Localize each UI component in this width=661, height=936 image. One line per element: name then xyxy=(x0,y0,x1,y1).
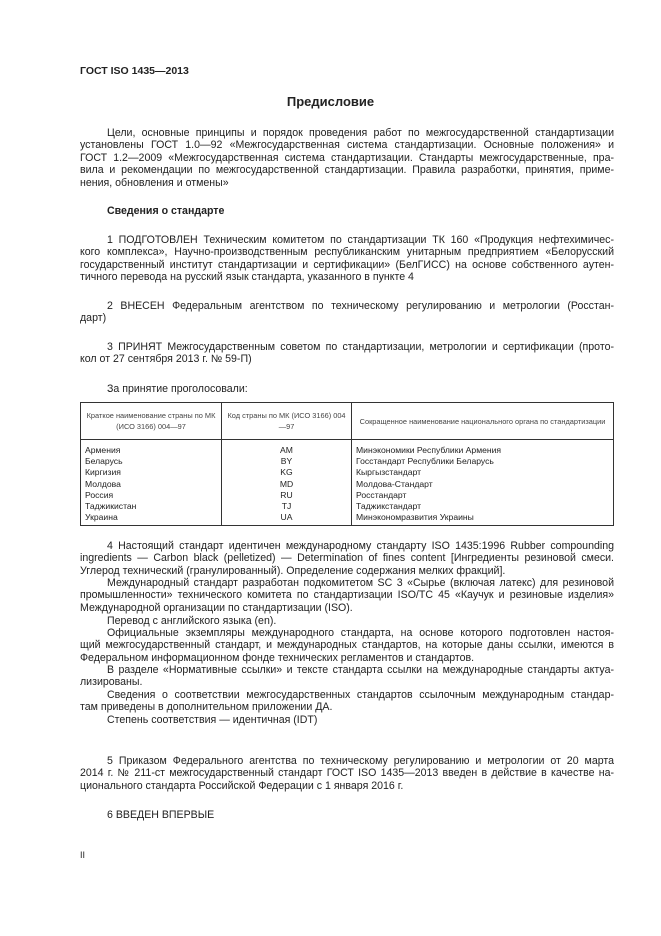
cell-code: KG xyxy=(222,467,352,478)
table-row xyxy=(81,456,614,467)
table-row xyxy=(81,479,614,490)
cell-country: Украина xyxy=(81,512,222,526)
page-title: Предисловие xyxy=(286,94,375,109)
cell-code: RU xyxy=(222,490,352,501)
cell-code: BY xyxy=(222,456,352,467)
intro-line: установлены ГОСТ 1.0—92 «Межгосударственная система стандартизации. Основные положения» и xyxy=(80,139,614,152)
item4e-line: В разделе «Нормативные ссылки» и тексте стандарта ссылки на международные стандарты актуа- xyxy=(107,664,614,676)
item1-line: кого комплекса», Научно-производственным республиканским унитарным предприятием «Белорусский xyxy=(80,246,614,259)
table-header-body: Сокращенное наименование национального органа по стандартизации xyxy=(352,403,614,440)
item4-line: Углерод технический (гранулированный). Определение содержания мелких фракций]. xyxy=(80,564,506,577)
cell-body: Таджикстандарт xyxy=(352,501,614,512)
cell-body: Росстандарт xyxy=(352,490,614,501)
table-row xyxy=(81,467,614,478)
cell-body: Молдова-Стандарт xyxy=(352,479,614,490)
table-row xyxy=(81,512,614,526)
table-header-row xyxy=(81,403,614,440)
cell-country: Беларусь xyxy=(81,456,222,467)
intro-line: нения, обновления и отмены» xyxy=(80,176,229,189)
item4d-line: Федеральном информационном фонде технических регламентов и стандартов. xyxy=(80,651,475,664)
item5-line: 2014 г. № 211-ст межгосударственный стандарт ГОСТ ISO 1435—2013 введен в действие в качестве на- xyxy=(80,767,614,780)
cell-code: UA xyxy=(222,512,352,526)
cell-body: Госстандарт Республики Беларусь xyxy=(352,456,614,467)
cell-country: Армения xyxy=(81,440,222,457)
item4b-line: промышленности» технического комитета по стандартизации ISO/TC 45 «Каучук и резиновые изделия» xyxy=(80,589,614,602)
cell-body: Минэкономики Республики Армения xyxy=(352,440,614,457)
cell-body: Кыргызстандарт xyxy=(352,467,614,478)
item4f-line: там приведены в дополнительном приложении ДА. xyxy=(80,701,333,714)
table-row xyxy=(81,501,614,512)
item4f-line: Сведения о соответствии межгосударственных стандартов ссылочным международным стандар- xyxy=(107,689,614,701)
item4e-line: лизированы. xyxy=(80,676,143,689)
voting-table xyxy=(80,402,614,526)
cell-country: Молдова xyxy=(81,479,222,490)
document-header: ГОСТ ISO 1435—2013 xyxy=(80,65,189,77)
item4-line: ingredients — Carbon black (pelletized) — Determination of fines content [Ингредиенты резиновой смеси. xyxy=(80,552,614,565)
cell-code: AM xyxy=(222,440,352,457)
item1-line: государственный институт стандартизации и сертификации» (БелГИСС) на основе собственного аутен- xyxy=(80,258,614,271)
item3-line: кол от 27 сентября 2013 г. № 59-П) xyxy=(80,353,252,366)
cell-code: TJ xyxy=(222,501,352,512)
page-number: II xyxy=(80,850,86,860)
item4g-line: Степень соответствия — идентичная (IDT) xyxy=(107,714,318,726)
item2-line: дарт) xyxy=(80,312,107,325)
item2-line: 2 ВНЕСЕН Федеральным агентством по техническому регулированию и метрологии (Росстан- xyxy=(107,300,614,312)
cell-body: Минэкономразвития Украины xyxy=(352,512,614,526)
item4b-line: Международный стандарт разработан подкомитетом SC 3 «Сырье (включая латекс) для резиновой xyxy=(107,577,614,589)
cell-country: Киргизия xyxy=(81,467,222,478)
item4-line: 4 Настоящий стандарт идентичен международному стандарту ISO 1435:1996 Rubber compounding xyxy=(107,540,614,552)
cell-country: Таджикистан xyxy=(81,501,222,512)
table-row xyxy=(81,440,614,457)
item1-line: 1 ПОДГОТОВЛЕН Техническим комитетом по стандартизации ТК 160 «Продукция нефтехимичес- xyxy=(107,234,614,246)
item4d-line: щий межгосударственный стандарт, и международных стандартов, на которые даны ссылки, имеются в xyxy=(80,639,614,652)
item5-line: ционального стандарта Российской Федерации с 1 января 2016 г. xyxy=(80,779,404,792)
vote-label-line: За принятие проголосовали: xyxy=(107,383,248,395)
intro-line: Цели, основные принципы и порядок проведения работ по межгосударственной стандартизации xyxy=(107,127,614,139)
intro-line: вила и рекомендации по межгосударственной стандартизации. Правила разработки, принятия, приме- xyxy=(80,164,614,177)
cell-code: MD xyxy=(222,479,352,490)
item4d-line: Официальные экземпляры международного стандарта, на основе которого подготовлен настоя- xyxy=(107,627,614,639)
section-heading-line: Сведения о стандарте xyxy=(107,205,225,217)
intro-line: ГОСТ 1.2—2009 «Межгосударственная система стандартизации. Стандарты межгосударственные, пра- xyxy=(80,151,614,164)
item4c-line: Перевод с английского языка (en). xyxy=(107,615,277,627)
item3-line: 3 ПРИНЯТ Межгосударственным советом по стандартизации, метрологии и сертификации (прото- xyxy=(107,341,614,353)
table-row xyxy=(81,490,614,501)
item5-line: 5 Приказом Федерального агентства по техническому регулированию и метрологии от 20 марта xyxy=(107,755,614,767)
item4b-line: Международной организации по стандартизации (ISO). xyxy=(80,601,353,614)
item6-line: 6 ВВЕДЕН ВПЕРВЫЕ xyxy=(107,809,215,821)
item1-line: тичного перевода на русский язык стандарта, указанного в пункте 4 xyxy=(80,271,414,284)
cell-country: Россия xyxy=(81,490,222,501)
table-header-code: Код страны по МК (ИСО 3166) 004—97 xyxy=(222,403,352,440)
table-header-country: Краткое наименование страны по МК (ИСО 3166) 004—97 xyxy=(81,403,222,440)
